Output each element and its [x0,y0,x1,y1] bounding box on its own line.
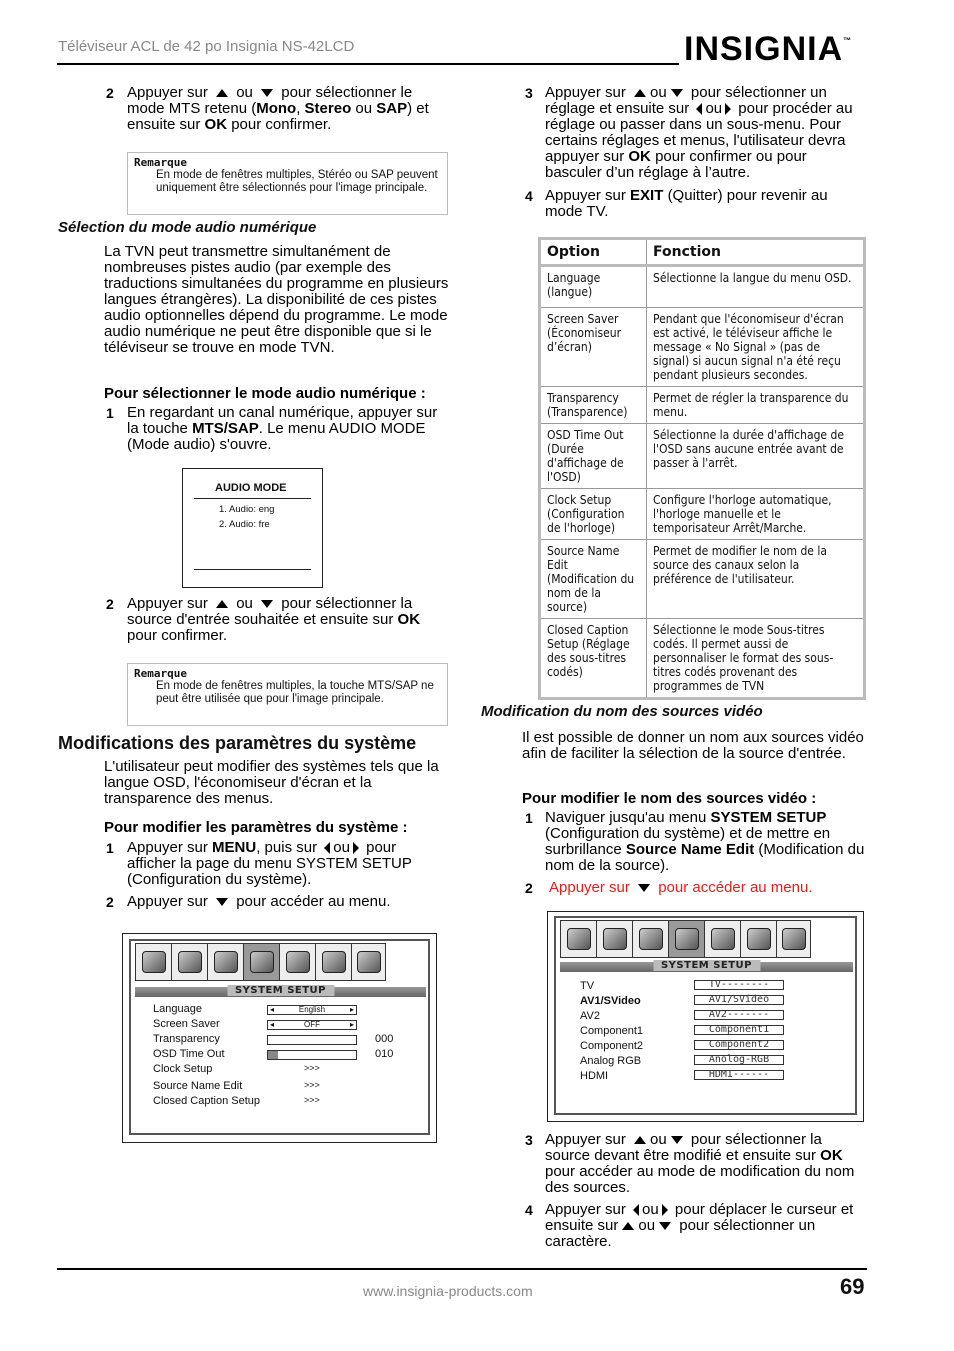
step-number: 2 [106,894,114,910]
menu-label-screen-saver[interactable]: Screen Saver [153,1018,220,1030]
audio-menu-icon[interactable] [208,944,244,980]
language-selector[interactable]: ◂ English ▸ [267,1005,357,1015]
picture-menu-icon[interactable] [561,921,597,957]
table-row [540,266,865,308]
table-row [540,540,865,619]
setup-menu-icon[interactable] [244,944,280,980]
table-cell: Language (langue) [540,266,647,308]
transparency-value: 000 [375,1033,394,1045]
table-header: Option [540,239,647,266]
step-text: Appuyer sur EXIT (Quitter) pour revenir au mode TV. [545,187,828,220]
parental-menu-icon[interactable] [741,921,777,957]
right-arrow-icon [353,842,359,854]
procedure-heading: Pour modifier les paramètres du système : [104,819,408,836]
osd-timeout-slider[interactable] [267,1050,357,1060]
note-title: Remarque [134,156,187,169]
down-arrow-icon [216,898,228,906]
subheading: Sélection du mode audio numérique [58,219,317,236]
menu-icon-bar [560,920,811,958]
right-arrow-icon [662,1204,668,1216]
step-number: 3 [525,1132,533,1148]
footer-url[interactable]: www.insignia-products.com [363,1283,533,1299]
table-cell: Sélectionne la langue du menu OSD. [647,266,865,308]
table-cell: Source Name Edit (Modification du nom de la source) [540,540,647,619]
step-text: Appuyer sur ou pour sélectionner la source d'entrée souhaitée et ensuite sur OK pour confirmer. [127,595,421,644]
picture-menu-icon[interactable] [136,944,172,980]
brand-logo: INSIGNIA™ [684,30,853,68]
up-arrow-icon [622,1222,634,1230]
table-row [540,489,865,540]
down-arrow-icon [638,884,650,892]
table-cell: Closed Caption Setup (Réglage des sous-titres codés) [540,619,647,699]
menu-icon-bar [135,943,386,981]
down-arrow-icon [659,1222,671,1230]
transparency-slider[interactable] [267,1035,357,1045]
system-setup-screen [122,933,437,1143]
table-row [540,308,865,387]
source-label[interactable]: Analog RGB [580,1055,642,1067]
table-cell: Sélectionne la durée d'affichage de l'OSD sans aucune entrée avant de passer à l'arrêt. [647,424,865,489]
step-text: Appuyer sur ou pour sélectionner la source devant être modifié et ensuite sur OK pour accéder au mode de modification du nom des sources. [545,1131,855,1196]
header-title: Téléviseur ACL de 42 po Insignia NS-42LCD [58,38,355,55]
step-number: 2 [106,596,114,612]
procedure-heading: Pour sélectionner le mode audio numérique : [104,385,426,402]
audio-menu-icon[interactable] [633,921,669,957]
note-box [127,663,448,726]
submenu-arrows[interactable]: >>> [304,1095,320,1105]
screen-saver-selector[interactable]: ◂ OFF ▸ [267,1020,357,1030]
table-cell: Sélectionne le mode Sous-titres codés. Il permet aussi de personnaliser le format des sous-titres codés provenant des programmes de TVN [647,619,865,699]
table-cell: Permet de régler la transparence du menu. [647,387,865,424]
right-arrow-icon [725,103,731,115]
source-label[interactable]: HDMI [580,1070,609,1082]
pip-menu-icon[interactable] [597,921,633,957]
table-cell: Pendant que l'économiseur d'écran est activé, le téléviseur affiche le message « No Signal » (pas de signal) si aucun signal n'a été reçu pendant plusieurs secondes. [647,308,865,387]
table-header: Fonction [647,239,865,266]
page-number: 69 [840,1274,865,1299]
paragraph: Il est possible de donner un nom aux sources vidéo afin de faciliter la sélection de la source d'entrée. [522,729,864,762]
table-cell: Transparency (Transparence) [540,387,647,424]
source-name-field[interactable]: Component1 [694,1025,784,1035]
down-arrow-icon [671,1136,683,1144]
source-name-field[interactable]: HDMI------ [694,1070,784,1080]
step-text: Appuyer sur ou pour déplacer le curseur et ensuite sur ou pour sélectionner un caractère. [545,1201,854,1250]
source-label[interactable]: Component1 [580,1025,643,1037]
audio-option[interactable]: 1. Audio: eng [219,504,275,515]
step-text: Appuyer sur MENU, puis sur ou pour afficher la page du menu SYSTEM SETUP (Configuration du système). [127,839,412,888]
up-arrow-icon [216,600,228,608]
step-number: 3 [525,85,533,101]
extra-menu-icon[interactable] [777,921,810,957]
up-arrow-icon [634,89,646,97]
options-table [538,237,866,700]
step-number: 1 [106,840,114,856]
section-heading: Modifications des paramètres du système [58,733,417,753]
source-name-field[interactable]: AV2------- [694,1010,784,1020]
channel-menu-icon[interactable] [705,921,741,957]
step-text: Appuyer sur ou pour sélectionner le mode MTS retenu (Mono, Stereo ou SAP) et ensuite sur OK pour confirmer. [127,84,429,133]
source-name-field[interactable]: AV1/SVideo [694,995,784,1005]
source-label[interactable]: AV1/SVideo [580,995,641,1007]
setup-menu-icon[interactable] [669,921,705,957]
footer-rule [57,1268,867,1270]
paragraph: La TVN peut transmettre simultanément de nombreuses pistes audio (par exemple des traductions simultanées du programme en plusieurs langues étrangères). La disponibilité de ces pistes audio optionnelles dépend du programme. Le mode audio numérique ne peut être disponible que si le téléviseur se trouve en mode TVN. [104,243,449,356]
menu-label-transparency[interactable]: Transparency [153,1033,220,1045]
note-box [127,152,448,215]
source-label[interactable]: Component2 [580,1040,643,1052]
submenu-arrows[interactable]: >>> [304,1080,320,1090]
step-number: 1 [525,810,533,826]
source-name-field[interactable]: Component2 [694,1040,784,1050]
step-number: 1 [106,405,114,421]
table-cell: Permet de modifier le nom de la source des canaux selon la préférence de l'utilisateur. [647,540,865,619]
header-rule [57,63,679,65]
table-row [540,424,865,489]
step-number: 2 [525,880,533,896]
step-number: 4 [525,1202,533,1218]
step-text: Appuyer sur ou pour sélectionner un réglage et ensuite sur ou pour procéder au réglage ou passer dans un sous-menu. Pour certains réglages et menus, l'utilisateur devra appuyer sur OK pour confirmer ou pour basculer d’un réglage à l’autre. [545,84,853,181]
step-number: 2 [106,85,114,101]
source-label[interactable]: AV2 [580,1010,600,1022]
table-row [540,387,865,424]
note-title: Remarque [134,667,187,680]
step-text: Naviguer jusqu'au menu SYSTEM SETUP (Configuration du système) et de mettre en surbrillance Source Name Edit (Modification du nom de la source). [545,809,865,874]
divider [194,569,311,570]
menu-label-language[interactable]: Language [153,1003,202,1015]
osd-frame [554,916,857,1115]
table-row [540,619,865,699]
menu-label-osd-time-out[interactable]: OSD Time Out [153,1048,225,1060]
extra-menu-icon[interactable] [352,944,385,980]
source-label[interactable]: TV [580,980,595,992]
source-name-field[interactable]: Anolog-RGB [694,1055,784,1065]
divider [194,498,311,499]
subheading: Modification du nom des sources vidéo [481,703,763,720]
menu-label-clock-setup[interactable]: Clock Setup [153,1063,213,1075]
audio-mode-screen [182,468,323,588]
audio-mode-title: AUDIO MODE [215,482,287,494]
step-text: Appuyer sur pour accéder au menu. [549,879,813,896]
up-arrow-icon [634,1136,646,1144]
submenu-arrows[interactable]: >>> [304,1063,320,1073]
step-number: 4 [525,188,533,204]
step-text: En regardant un canal numérique, appuyer sur la touche MTS/SAP. Le menu AUDIO MODE (Mode audio) s'ouvre. [127,404,438,453]
procedure-heading: Pour modifier le nom des sources vidéo : [522,790,817,807]
down-arrow-icon [671,89,683,97]
osd-frame [129,939,430,1135]
menu-label-source-name-edit[interactable]: Source Name Edit [153,1080,243,1092]
table-cell: Screen Saver (Économiseur d’écran) [540,308,647,387]
paragraph: L'utilisateur peut modifier des systèmes tels que la langue OSD, l'économiseur d'écran et la transparence des menus. [104,758,439,807]
source-name-field[interactable]: TV-------- [694,980,784,990]
table-cell: OSD Time Out (Durée d'affichage de l'OSD) [540,424,647,489]
table-cell: Configure l'horloge automatique, l'horloge manuelle et le temporisateur Arrêt/Marche. [647,489,865,540]
left-arrow-icon [324,842,330,854]
system-setup-bar: SYSTEM SETUP [135,987,426,997]
channel-menu-icon[interactable] [280,944,316,980]
left-arrow-icon [696,103,702,115]
down-arrow-icon [261,600,273,608]
left-arrow-icon [633,1204,639,1216]
parental-menu-icon[interactable] [316,944,352,980]
table-cell: Clock Setup (Configuration de l'horloge) [540,489,647,540]
audio-option[interactable]: 2. Audio: fre [219,519,270,530]
step-text: Appuyer sur pour accéder au menu. [127,893,391,910]
system-setup-bar: SYSTEM SETUP [560,962,853,972]
up-arrow-icon [216,89,228,97]
source-name-edit-screen [547,911,864,1122]
menu-label-closed-caption-setup[interactable]: Closed Caption Setup [153,1095,261,1107]
osd-timeout-value: 010 [375,1048,394,1060]
note-body: En mode de fenêtres multiples, Stéréo ou SAP peuvent uniquement être sélectionnés pour l'image principale. [156,169,438,194]
note-body: En mode de fenêtres multiples, la touche MTS/SAP ne peut être utilisée que pour l'image principale. [156,680,434,705]
down-arrow-icon [261,89,273,97]
pip-menu-icon[interactable] [172,944,208,980]
